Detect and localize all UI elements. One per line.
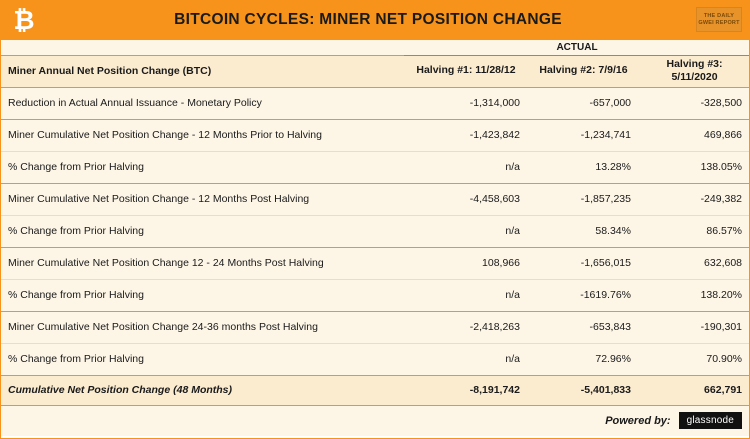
table-row (0, 183, 750, 215)
table-row (0, 279, 750, 311)
row-value-h2: -653,843 (528, 311, 639, 343)
row-label: Miner Cumulative Net Position Change - 12 Months Post Halving (0, 183, 404, 215)
row-value-h2: -1619.76% (528, 279, 639, 311)
page-title: BITCOIN CYCLES: MINER NET POSITION CHANGE (174, 11, 562, 28)
row-value-h2: 13.28% (528, 151, 639, 183)
footer (0, 406, 750, 436)
row-label: % Change from Prior Halving (0, 151, 404, 183)
row-value-h2: -657,000 (528, 87, 639, 119)
group-header-actual: ACTUAL (404, 40, 750, 55)
row-label: Miner Cumulative Net Position Change - 12 Months Prior to Halving (0, 119, 404, 151)
table-row (0, 343, 750, 375)
column-header-halving-3-line2: 5/11/2020 (671, 71, 718, 83)
row-label: Miner Cumulative Net Position Change 24-36 months Post Halving (0, 311, 404, 343)
row-value-h3: 86.57% (639, 215, 750, 247)
row-value-h2: 58.34% (528, 215, 639, 247)
column-header-halving-1: Halving #1: 11/28/12 (404, 55, 528, 87)
column-header-metric: Miner Annual Net Position Change (BTC) (0, 55, 404, 87)
total-label: Cumulative Net Position Change (48 Months) (0, 375, 404, 405)
row-value-h2: 72.96% (528, 343, 639, 375)
row-value-h1: -1,423,842 (404, 119, 528, 151)
row-value-h1: 108,966 (404, 247, 528, 279)
table-row (0, 311, 750, 343)
table-row (0, 151, 750, 183)
column-header-halving-2: Halving #2: 7/9/16 (528, 55, 639, 87)
row-value-h1: n/a (404, 215, 528, 247)
bitcoin-icon: ₿ (13, 4, 35, 35)
table-row (0, 247, 750, 279)
row-label: Reduction in Actual Annual Issuance - Monetary Policy (0, 87, 404, 119)
table-row (0, 119, 750, 151)
total-value-h1: -8,191,742 (404, 375, 528, 405)
row-label: % Change from Prior Halving (0, 215, 404, 247)
group-header-row (0, 40, 750, 55)
row-value-h1: -2,418,263 (404, 311, 528, 343)
row-value-h3: -190,301 (639, 311, 750, 343)
total-value-h3: 662,791 (639, 375, 750, 405)
row-label: Miner Cumulative Net Position Change 12 - 24 Months Post Halving (0, 247, 404, 279)
row-value-h3: 138.20% (639, 279, 750, 311)
total-value-h2: -5,401,833 (528, 375, 639, 405)
row-value-h2: -1,234,741 (528, 119, 639, 151)
row-value-h3: 632,608 (639, 247, 750, 279)
powered-by-label: Powered by: (605, 414, 671, 427)
brand-line-1: THE DAILY (703, 13, 735, 20)
data-table (0, 40, 750, 406)
row-value-h1: n/a (404, 151, 528, 183)
row-value-h3: 469,866 (639, 119, 750, 151)
table-header-row (0, 55, 750, 87)
header (0, 0, 750, 40)
brand-logo (696, 7, 742, 32)
row-label: % Change from Prior Halving (0, 279, 404, 311)
row-label: % Change from Prior Halving (0, 343, 404, 375)
row-value-h1: n/a (404, 343, 528, 375)
column-header-halving-3-line1: Halving #3: (666, 57, 723, 70)
row-value-h2: -1,656,015 (528, 247, 639, 279)
table-row (0, 215, 750, 247)
row-value-h1: n/a (404, 279, 528, 311)
brand-line-2: GWEI REPORT (698, 19, 740, 26)
spacer-cell (0, 40, 404, 55)
row-value-h3: -328,500 (639, 87, 750, 119)
row-value-h1: -1,314,000 (404, 87, 528, 119)
row-value-h3: 70.90% (639, 343, 750, 375)
row-value-h1: -4,458,603 (404, 183, 528, 215)
total-row (0, 375, 750, 405)
column-header-halving-3 (639, 55, 750, 87)
glassnode-logo: glassnode (679, 412, 742, 429)
row-value-h3: -249,382 (639, 183, 750, 215)
table-row (0, 87, 750, 119)
row-value-h2: -1,857,235 (528, 183, 639, 215)
row-value-h3: 138.05% (639, 151, 750, 183)
